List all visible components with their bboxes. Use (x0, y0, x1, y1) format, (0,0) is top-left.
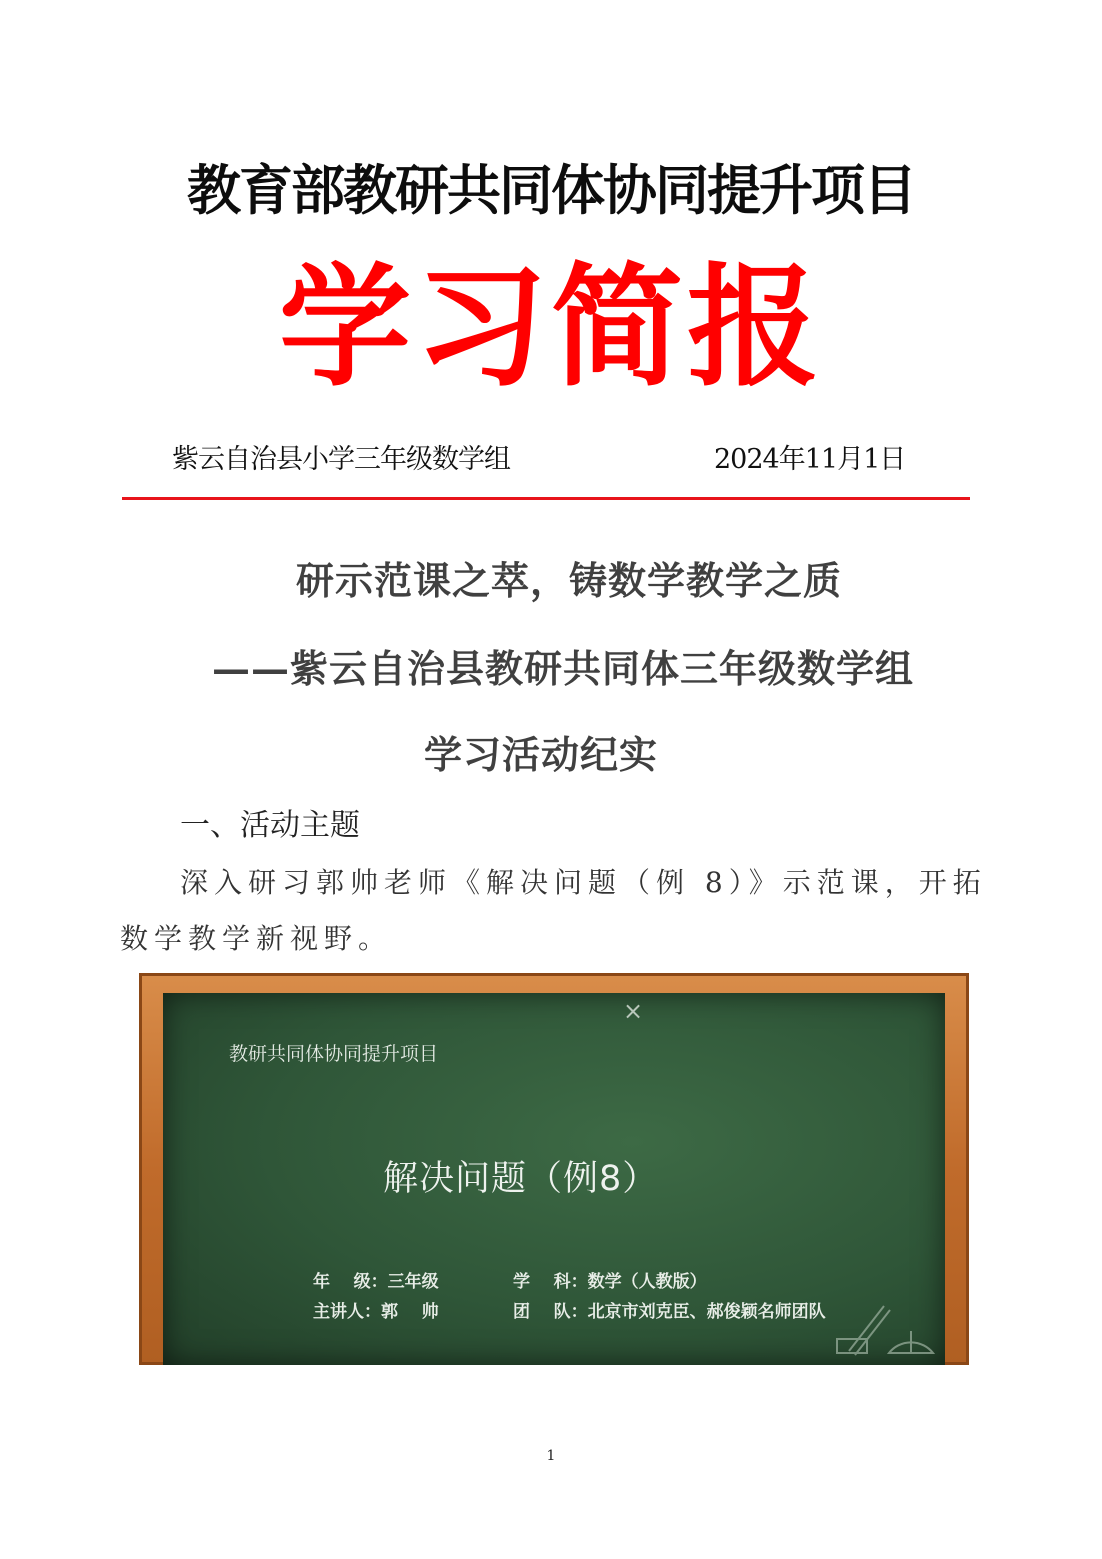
theme-paragraph: 深入研习郭帅老师《解决问题（例 8）》示范课，开拓数学教学新视野。 (120, 866, 987, 955)
board-project-title: 教研共同体协同提升项目 (229, 1043, 439, 1065)
board-grade: 年 级：三年级 (313, 1272, 439, 1292)
org-title: 教育部教研共同体协同提升项目 (187, 159, 915, 222)
issuer: 紫云自治县小学三年级数学组 (172, 444, 510, 475)
board-subject: 学 科：数学（人教版） (513, 1272, 707, 1292)
headline-line-3: 学习活动纪实 (424, 732, 659, 777)
issue-date: 2024年11月1日 (714, 444, 906, 475)
red-divider (122, 497, 970, 500)
chalkboard-surface (163, 993, 945, 1365)
headline-line-2: ——紫云自治县教研共同体三年级数学组 (212, 646, 915, 691)
section-heading: 一、活动主题 (180, 808, 360, 843)
stationery-doodle-icon (829, 1291, 939, 1361)
page-number: 1 (546, 1448, 556, 1464)
brief-title: 学习简报 (279, 251, 823, 405)
board-team: 团 队：北京市刘克臣、郝俊颖名师团队 (513, 1302, 826, 1322)
board-lesson-title: 解决问题（例8） (383, 1159, 659, 1199)
board-lecturer: 主讲人：郭 帅 (313, 1302, 439, 1322)
close-icon: × (623, 997, 644, 1025)
chalkboard-image (139, 973, 969, 1365)
headline-line-1: 研示范课之萃，铸数学教学之质 (296, 558, 843, 603)
